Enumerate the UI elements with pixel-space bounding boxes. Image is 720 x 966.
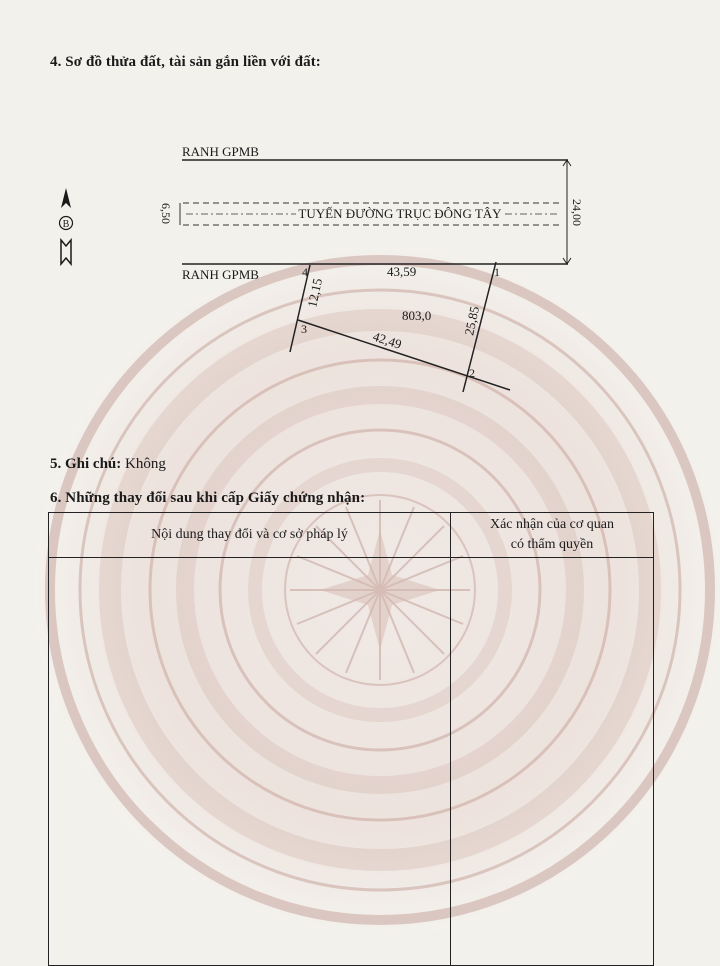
road-width-left-label: 6,50 [159, 203, 173, 224]
north-arrow-letter: B [62, 219, 70, 230]
section-5-value: Không [125, 456, 166, 472]
road-width-right-label: 24,00 [570, 199, 584, 226]
edge-length-1-2: 25,85 [461, 304, 483, 337]
authority-confirmation-cell[interactable] [451, 558, 654, 966]
col-changes-content-header: Nội dung thay đổi và cơ sở pháp lý [49, 513, 451, 558]
col-authority-confirmation-header [451, 513, 654, 558]
boundary-label-top: RANH GPMB [182, 144, 259, 159]
land-plot-map [0, 130, 720, 400]
vertex-label-3: 3 [301, 322, 307, 336]
vertex-label-4: 4 [302, 265, 308, 279]
edge-length-4-1: 43,59 [387, 264, 417, 279]
changes-table-header [49, 513, 654, 558]
table-row [49, 558, 654, 966]
section-6-title: 6. Những thay đổi sau khi cấp Giấy chứng nhận: [50, 490, 366, 506]
authority-header-line-2: có thẩm quyền [510, 537, 594, 552]
road-name-label: TUYẾN ĐƯỜNG TRỤC ĐÔNG TÂY [298, 206, 502, 221]
edge-length-3-4: 12,15 [304, 276, 326, 309]
section-5-note [50, 456, 166, 473]
section-5-label: 5. Ghi chú: [50, 456, 122, 472]
changes-content-cell[interactable] [49, 558, 451, 966]
vertex-label-2: 2 [469, 366, 475, 380]
changes-table [48, 512, 654, 966]
edge-length-2-3: 42,49 [371, 328, 404, 352]
boundary-label-bottom: RANH GPMB [182, 267, 259, 282]
north-arrow-icon [60, 188, 73, 264]
section-4-title: 4. Sơ đồ thửa đất, tài sản gắn liền với đất: [50, 54, 321, 70]
authority-header-line-1: Xác nhận của cơ quan [489, 517, 614, 532]
vertex-label-1: 1 [494, 265, 500, 279]
plot-area-label: 803,0 [402, 308, 432, 323]
